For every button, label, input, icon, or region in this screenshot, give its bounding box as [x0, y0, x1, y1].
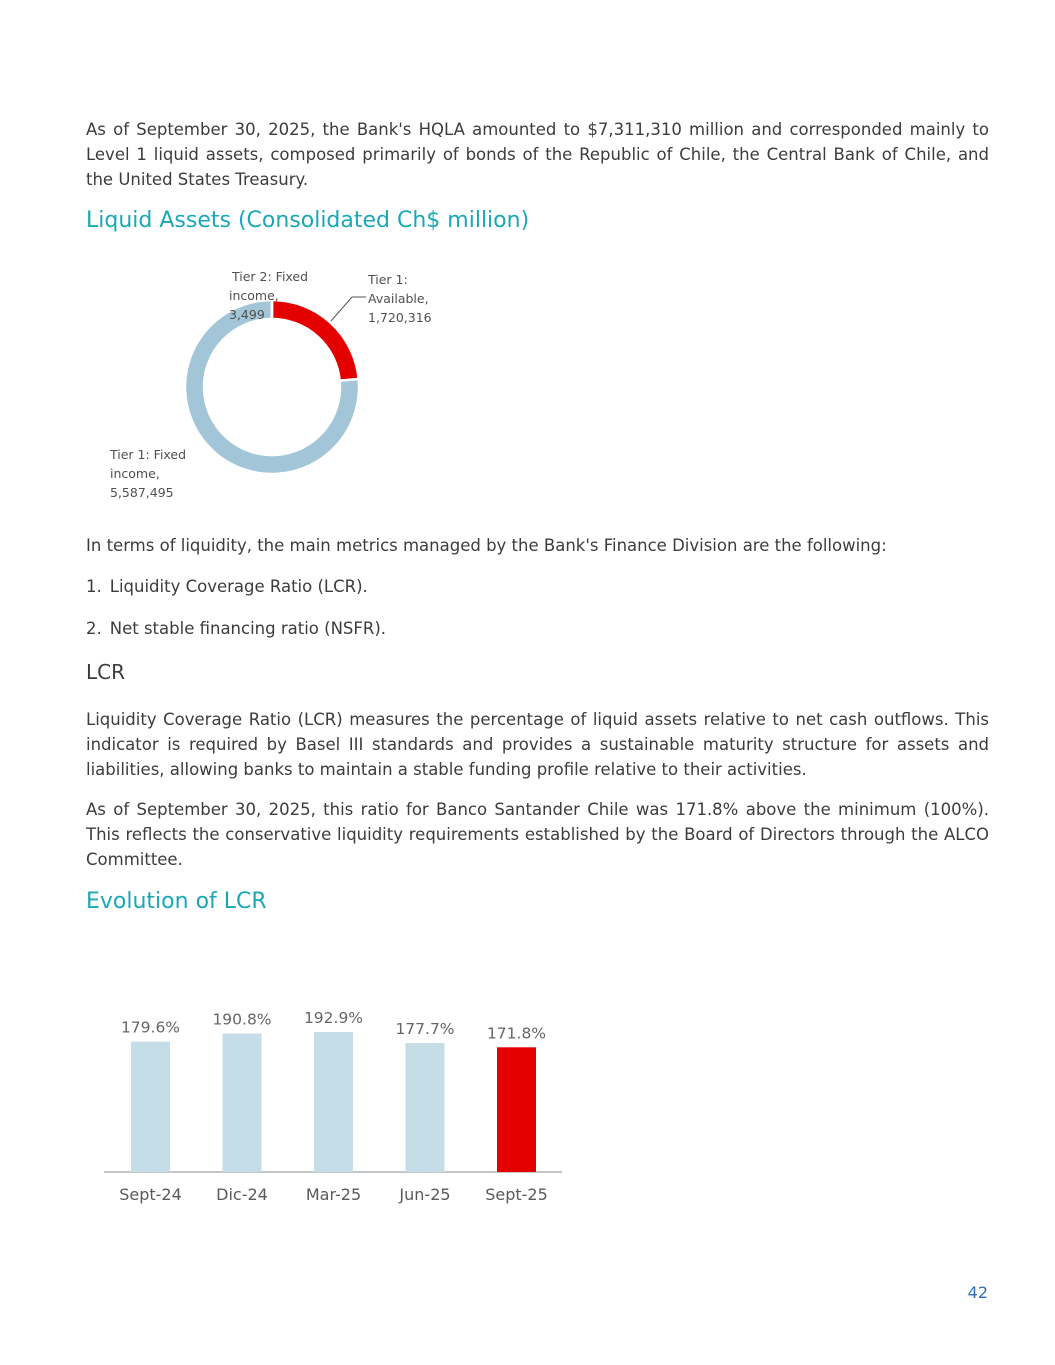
bar-value-label: 171.8% [486, 1024, 547, 1043]
donut-slice-label: Tier 1: Available, 1,720,316 [368, 272, 432, 325]
x-tick-label: Jun-25 [399, 1185, 451, 1204]
bar-value-label: 192.9% [303, 1009, 364, 1027]
lcr-definition-paragraph: Liquidity Coverage Ratio (LCR) measures the percentage of liquid assets relative to net cash outflows. This indicator is required by Basel III standards and provides a sustainable maturity structure for assets and liabilities, allowing banks to maintain a stable funding profile relative to their activities. [86, 710, 989, 779]
list-item-number: 1. [86, 577, 102, 596]
bar [406, 1043, 445, 1172]
bar [497, 1047, 536, 1172]
liquid-assets-heading: Liquid Assets (Consolidated Ch$ million) [86, 208, 530, 233]
bar-value-label: 179.6% [120, 1018, 181, 1037]
liquid-assets-donut-chart [0, 250, 560, 520]
metrics-intro-paragraph: In terms of liquidity, the main metrics managed by the Bank's Finance Division are the following: [86, 536, 887, 555]
donut-slice-label: Tier 2: Fixed income, 3,499 [229, 269, 309, 322]
bar [223, 1034, 262, 1172]
x-tick-label: Sept-25 [485, 1185, 548, 1204]
list-item-text: Net stable financing ratio (NSFR). [109, 619, 387, 638]
list-item-text: Liquidity Coverage Ratio (LCR). [109, 577, 368, 596]
list-item [86, 616, 386, 641]
lcr-bar-chart [0, 1000, 600, 1220]
evolution-lcr-heading: Evolution of LCR [86, 889, 267, 914]
bar [314, 1032, 353, 1172]
bar [131, 1042, 170, 1172]
x-tick-label: Dic-24 [216, 1185, 268, 1204]
hqla-paragraph: As of September 30, 2025, the Bank's HQLA amounted to $7,311,310 million and corresponded mainly to Level 1 liquid assets, composed primarily of bonds of the Republic of Chile, the Central Bank of Chile, and the United States Treasury. [86, 120, 989, 189]
x-tick-label: Mar-25 [305, 1185, 362, 1204]
page-number: 42 [967, 1283, 988, 1302]
lcr-heading: LCR [86, 660, 126, 684]
bar-value-label: 190.8% [212, 1010, 272, 1029]
x-tick-label: Sept-24 [119, 1185, 182, 1204]
leader-line [331, 297, 366, 321]
donut-slice [272, 300, 359, 381]
donut-slice-label: Tier 1: Fixed income, 5,587,495 [110, 447, 187, 500]
list-item [86, 574, 368, 599]
lcr-value-paragraph: As of September 30, 2025, this ratio for Banco Santander Chile was 171.8% above the minimum (100%). This reflects the conservative liquidity requirements established by the Board of Directors through the ALCO Committee. [86, 800, 989, 869]
bar-value-label: 177.7% [395, 1020, 455, 1039]
list-item-number: 2. [86, 619, 102, 638]
